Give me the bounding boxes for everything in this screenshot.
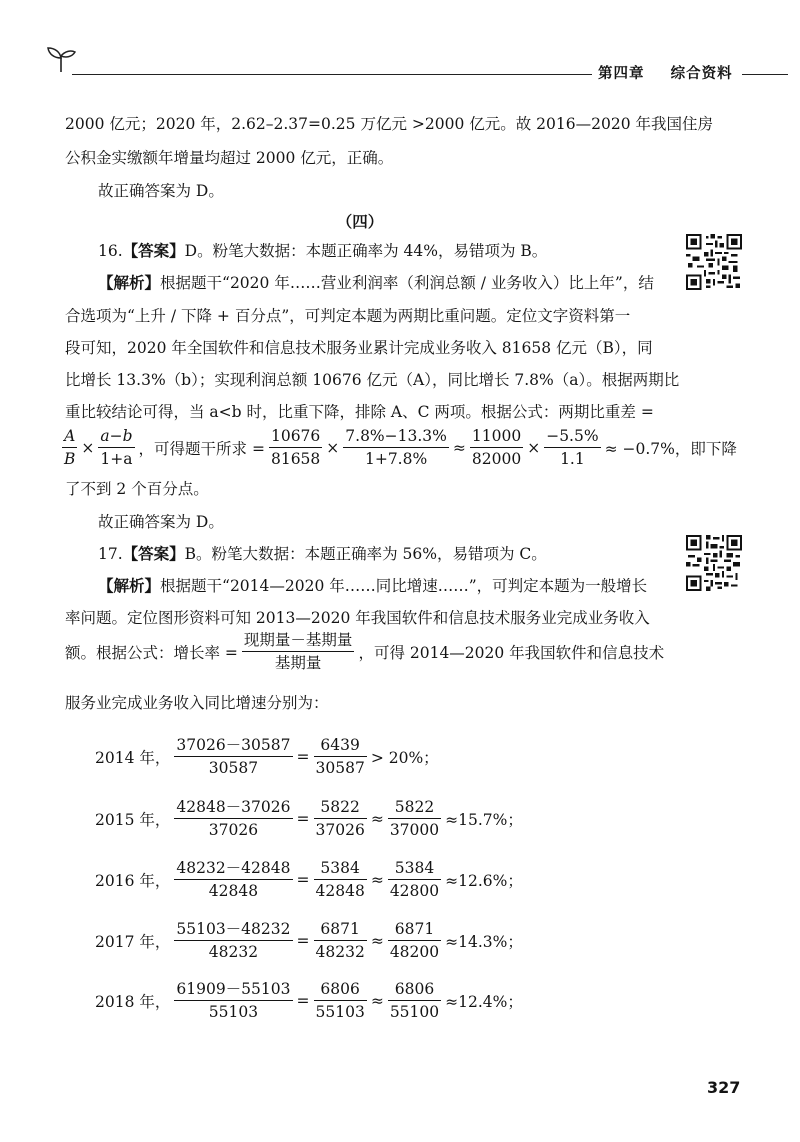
year-calc-row: [93, 736, 441, 777]
formula-text: ，可得题干所求 =: [138, 439, 265, 458]
fraction: $\frac{6806}{55100}$: [389, 980, 440, 1021]
year-result: ≈12.4%；: [445, 992, 523, 1011]
year-label: 2017 年，: [95, 932, 171, 951]
year-calc-row: [93, 920, 525, 961]
fraction: $\frac{42848-37026}{37026}$: [176, 798, 291, 839]
running-header: [598, 62, 733, 83]
sprout-icon: [44, 42, 78, 76]
year-label: 2015 年，: [95, 810, 171, 829]
section-title: （四）: [336, 213, 384, 231]
times-sign: ×: [326, 438, 340, 457]
q16-answer-tag: 【答案】: [122, 242, 185, 260]
fraction: $\frac{11000}{82000}$: [471, 427, 522, 468]
year-label: 2014 年，: [95, 748, 171, 767]
q16-analysis-line-4: 比增长 13.3%（b）；实现利润总额 10676 亿元（A），同比增长 7.8%（a）。根据两期比: [65, 371, 680, 389]
q17-answer-line: [98, 543, 547, 565]
q17-growth-formula: [63, 631, 666, 672]
fraction: $\frac{5822}{37026}$: [315, 798, 365, 839]
qr-code-icon: [686, 234, 742, 290]
q17-analysis-line-3: 服务业完成业务收入同比增速分别为：: [65, 694, 329, 712]
intro-line-1: 2000 亿元；2020 年，2.62–2.37=0.25 万亿元 >2000 亿元。故 2016—2020 年我国住房: [65, 115, 713, 133]
fraction: $\frac{55103-48232}{48232}$: [176, 920, 291, 961]
approx-sign: ≈: [370, 991, 384, 1010]
fraction: $\frac{A}{B}$: [64, 427, 76, 468]
year-calc-row: [93, 798, 525, 839]
q17-analysis-tag: 【解析】: [98, 577, 161, 595]
fraction: $\frac{a-b}{1+a}$: [100, 427, 133, 468]
fraction: $\frac{7.8\%-13.3\%}{1+7.8\%}$: [345, 427, 447, 468]
year-result: > 20%；: [370, 748, 439, 767]
approx-sign: ≈: [370, 870, 384, 889]
q16-analysis-line-1: [98, 272, 654, 294]
year-calc-row: [93, 980, 525, 1021]
q17-analysis-text-1: 根据题干“2014—2020 年……同比增速……”，可判定本题为一般增长: [160, 577, 648, 595]
q16-answer-line: [98, 240, 547, 262]
page-number: 327: [707, 1078, 741, 1097]
times-sign: ×: [527, 438, 541, 457]
formula-text: ，可得 2014—2020 年我国软件和信息技术: [358, 643, 665, 662]
formula-text: ≈ −0.7%，即下降: [604, 439, 737, 458]
fraction: $\frac{5822}{37000}$: [389, 798, 440, 839]
fraction: $\frac{\text{现期量－基期量}}{\text{基期量}}$: [243, 631, 353, 672]
q16-formula: [60, 427, 739, 468]
year-calc-row: [93, 859, 525, 900]
year-result: ≈14.3%；: [445, 932, 523, 951]
fraction: $\frac{61909-55103}{55103}$: [176, 980, 291, 1021]
fraction: $\frac{6871}{48200}$: [389, 920, 440, 961]
q17-answer-text: B。粉笔大数据：本题正确率为 56%，易错项为 C。: [184, 545, 547, 563]
q16-analysis-line-2: 合选项为“上升 / 下降 + 百分点”，可判定本题为两期比重问题。定位文字资料第一: [65, 307, 631, 325]
year-result: ≈12.6%；: [445, 871, 523, 890]
equals-sign: =: [296, 991, 310, 1010]
intro-line-2: 公积金实缴额年增量均超过 2000 亿元，正确。: [65, 149, 394, 167]
section-label: 综合资料: [670, 66, 733, 82]
q17-answer-tag: 【答案】: [122, 545, 185, 563]
times-sign: ×: [81, 438, 95, 457]
fraction: $\frac{5384}{42800}$: [389, 859, 440, 900]
fraction: $\frac{-5.5\%}{1.1}$: [546, 427, 599, 468]
year-result: ≈15.7%；: [445, 810, 523, 829]
approx-sign: ≈: [370, 809, 384, 828]
fraction: $\frac{10676}{81658}$: [270, 427, 321, 468]
q16-number: 16.: [98, 242, 123, 260]
q16-analysis-line-5: 重比较结论可得，当 a<b 时，比重下降，排除 A、C 两项。根据公式：两期比重差 =: [65, 403, 654, 421]
q16-final-answer: 故正确答案为 D。: [98, 513, 224, 531]
q16-analysis-line-3: 段可知，2020 年全国软件和信息技术服务业累计完成业务收入 81658 亿元（B），同: [65, 339, 653, 357]
fraction: $\frac{37026-30587}{30587}$: [176, 736, 291, 777]
equals-sign: =: [296, 931, 310, 950]
year-label: 2016 年，: [95, 871, 171, 890]
q17-analysis-line-2: 率问题。定位图形资料可知 2013—2020 年我国软件和信息技术服务业完成业务收入: [65, 609, 650, 627]
year-label: 2018 年，: [95, 992, 171, 1011]
fraction: $\frac{5384}{42848}$: [315, 859, 365, 900]
q16-analysis-line-6: 了不到 2 个百分点。: [65, 480, 209, 498]
equals-sign: =: [296, 809, 310, 828]
header-rule: [72, 74, 592, 75]
q16-answer-text: D。粉笔大数据：本题正确率为 44%，易错项为 B。: [184, 242, 548, 260]
equals-sign: =: [296, 870, 310, 889]
intro-answer: 故正确答案为 D。: [98, 182, 224, 200]
header-rule-right: [742, 74, 788, 75]
chapter-label: 第四章: [598, 66, 645, 82]
q17-analysis-line-1: [98, 575, 647, 597]
qr-code-icon: [686, 535, 742, 591]
equals-sign: =: [296, 747, 310, 766]
formula-text: 额。根据公式：增长率 =: [65, 643, 238, 662]
q16-analysis-text-1: 根据题干“2020 年……营业利润率（利润总额 / 业务收入）比上年”，结: [160, 274, 654, 292]
fraction: $\frac{6871}{48232}$: [315, 920, 365, 961]
fraction: $\frac{48232-42848}{42848}$: [176, 859, 291, 900]
q17-number: 17.: [98, 545, 123, 563]
approx-sign: ≈: [452, 438, 466, 457]
q16-analysis-tag: 【解析】: [98, 274, 161, 292]
fraction: $\frac{6439}{30587}$: [315, 736, 365, 777]
approx-sign: ≈: [370, 931, 384, 950]
fraction: $\frac{6806}{55103}$: [315, 980, 365, 1021]
